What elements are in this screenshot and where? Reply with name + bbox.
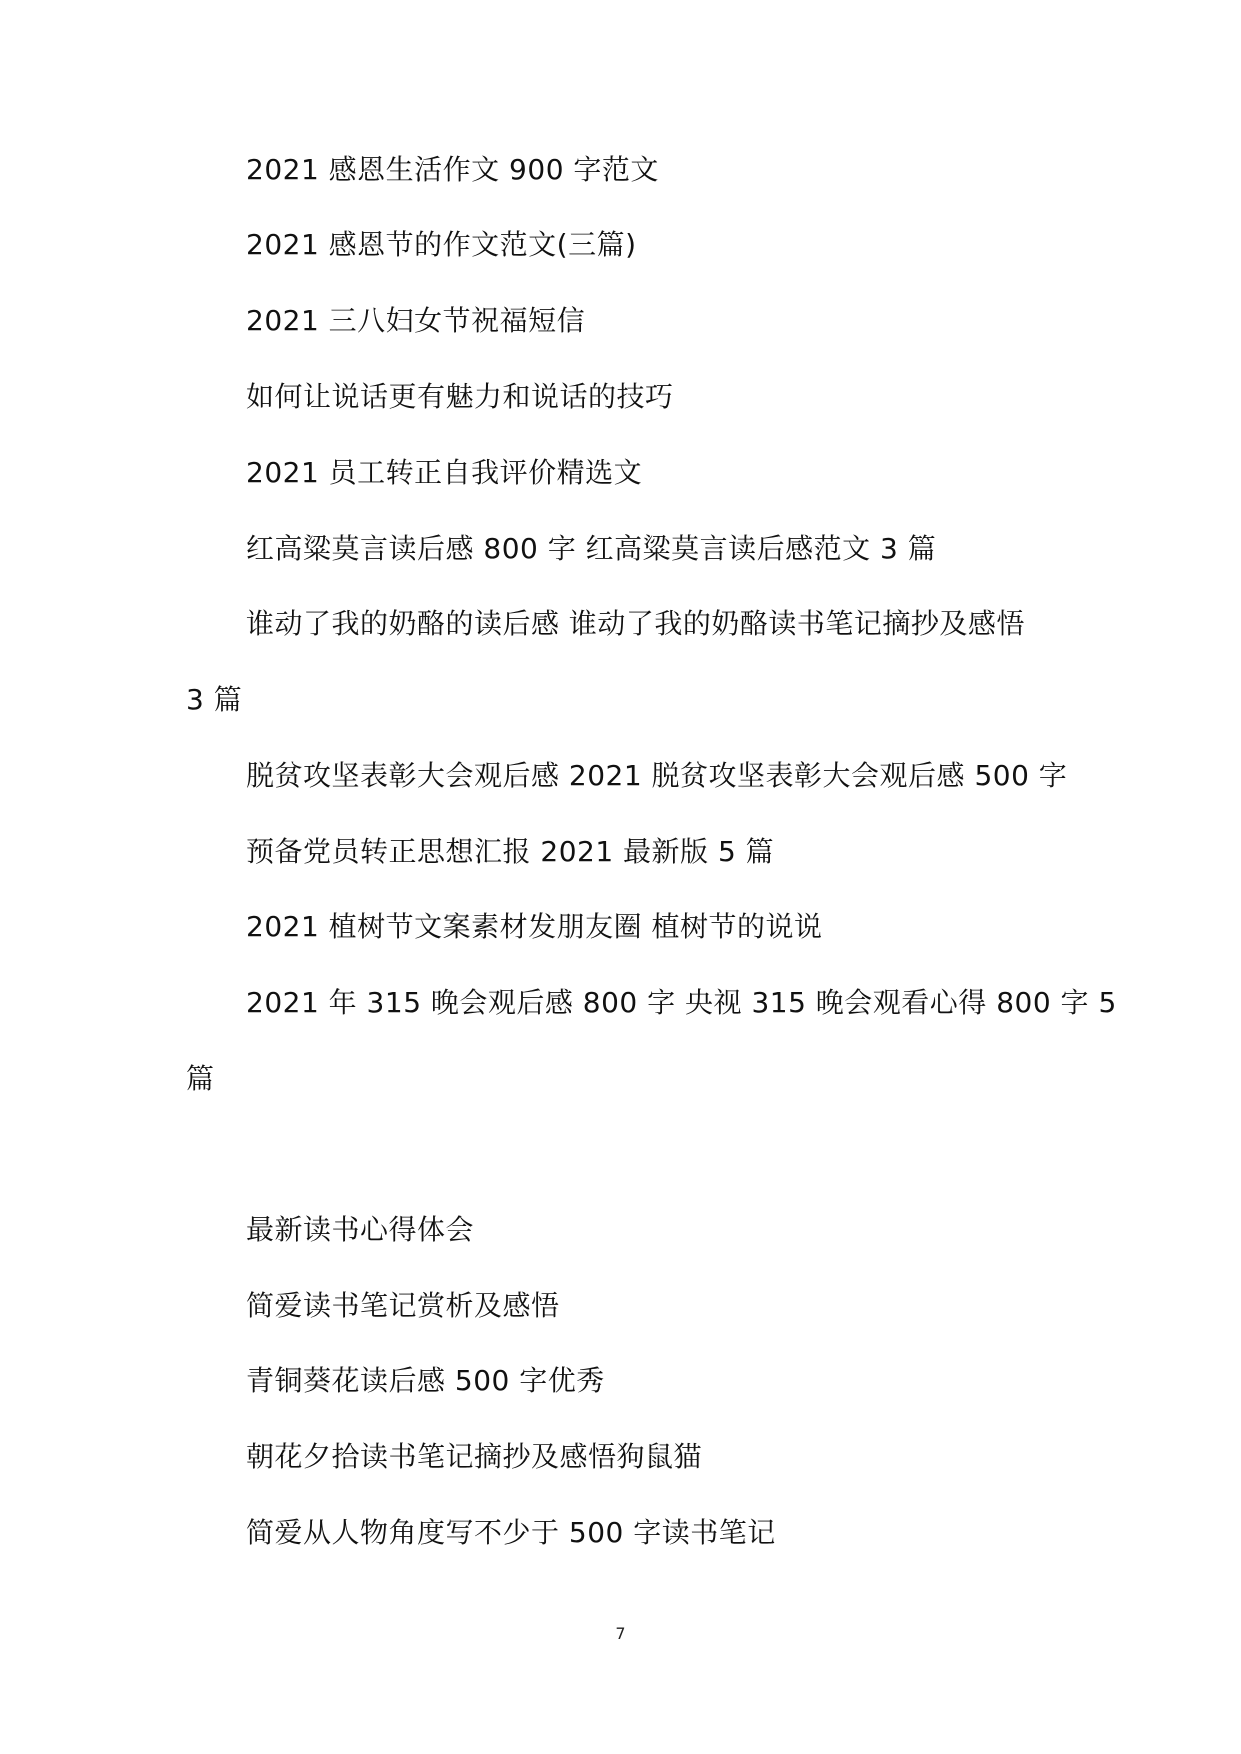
list-item: 脱贫攻坚表彰大会观后感 2021 脱贫攻坚表彰大会观后感 500 字 xyxy=(246,759,1068,792)
list-item-continuation: 篇 xyxy=(186,1062,215,1095)
list-item: 简爱从人物角度写不少于 500 字读书笔记 xyxy=(246,1516,776,1549)
list-item: 2021 植树节文案素材发朋友圈 植树节的说说 xyxy=(246,910,823,943)
list-item: 最新读书心得体会 xyxy=(246,1213,475,1246)
list-item: 简爱读书笔记赏析及感悟 xyxy=(246,1289,560,1322)
list-item: 2021 感恩生活作文 900 字范文 xyxy=(246,153,659,186)
list-item: 2021 年 315 晚会观后感 800 字 央视 315 晚会观看心得 800 字 5 xyxy=(246,986,1117,1019)
list-item: 谁动了我的奶酪的读后感 谁动了我的奶酪读书笔记摘抄及感悟 xyxy=(246,607,1025,640)
list-item: 如何让说话更有魅力和说话的技巧 xyxy=(246,380,674,413)
list-item: 红高粱莫言读后感 800 字 红高粱莫言读后感范文 3 篇 xyxy=(246,532,937,565)
page-number: 7 xyxy=(615,1624,626,1643)
list-item-continuation: 3 篇 xyxy=(186,683,243,716)
list-item: 朝花夕拾读书笔记摘抄及感悟狗鼠猫 xyxy=(246,1440,703,1473)
list-item: 2021 感恩节的作文范文(三篇) xyxy=(246,228,637,261)
list-item: 预备党员转正思想汇报 2021 最新版 5 篇 xyxy=(246,835,775,868)
list-item: 青铜葵花读后感 500 字优秀 xyxy=(246,1364,605,1397)
list-item: 2021 员工转正自我评价精选文 xyxy=(246,456,643,489)
list-item: 2021 三八妇女节祝福短信 xyxy=(246,304,586,337)
